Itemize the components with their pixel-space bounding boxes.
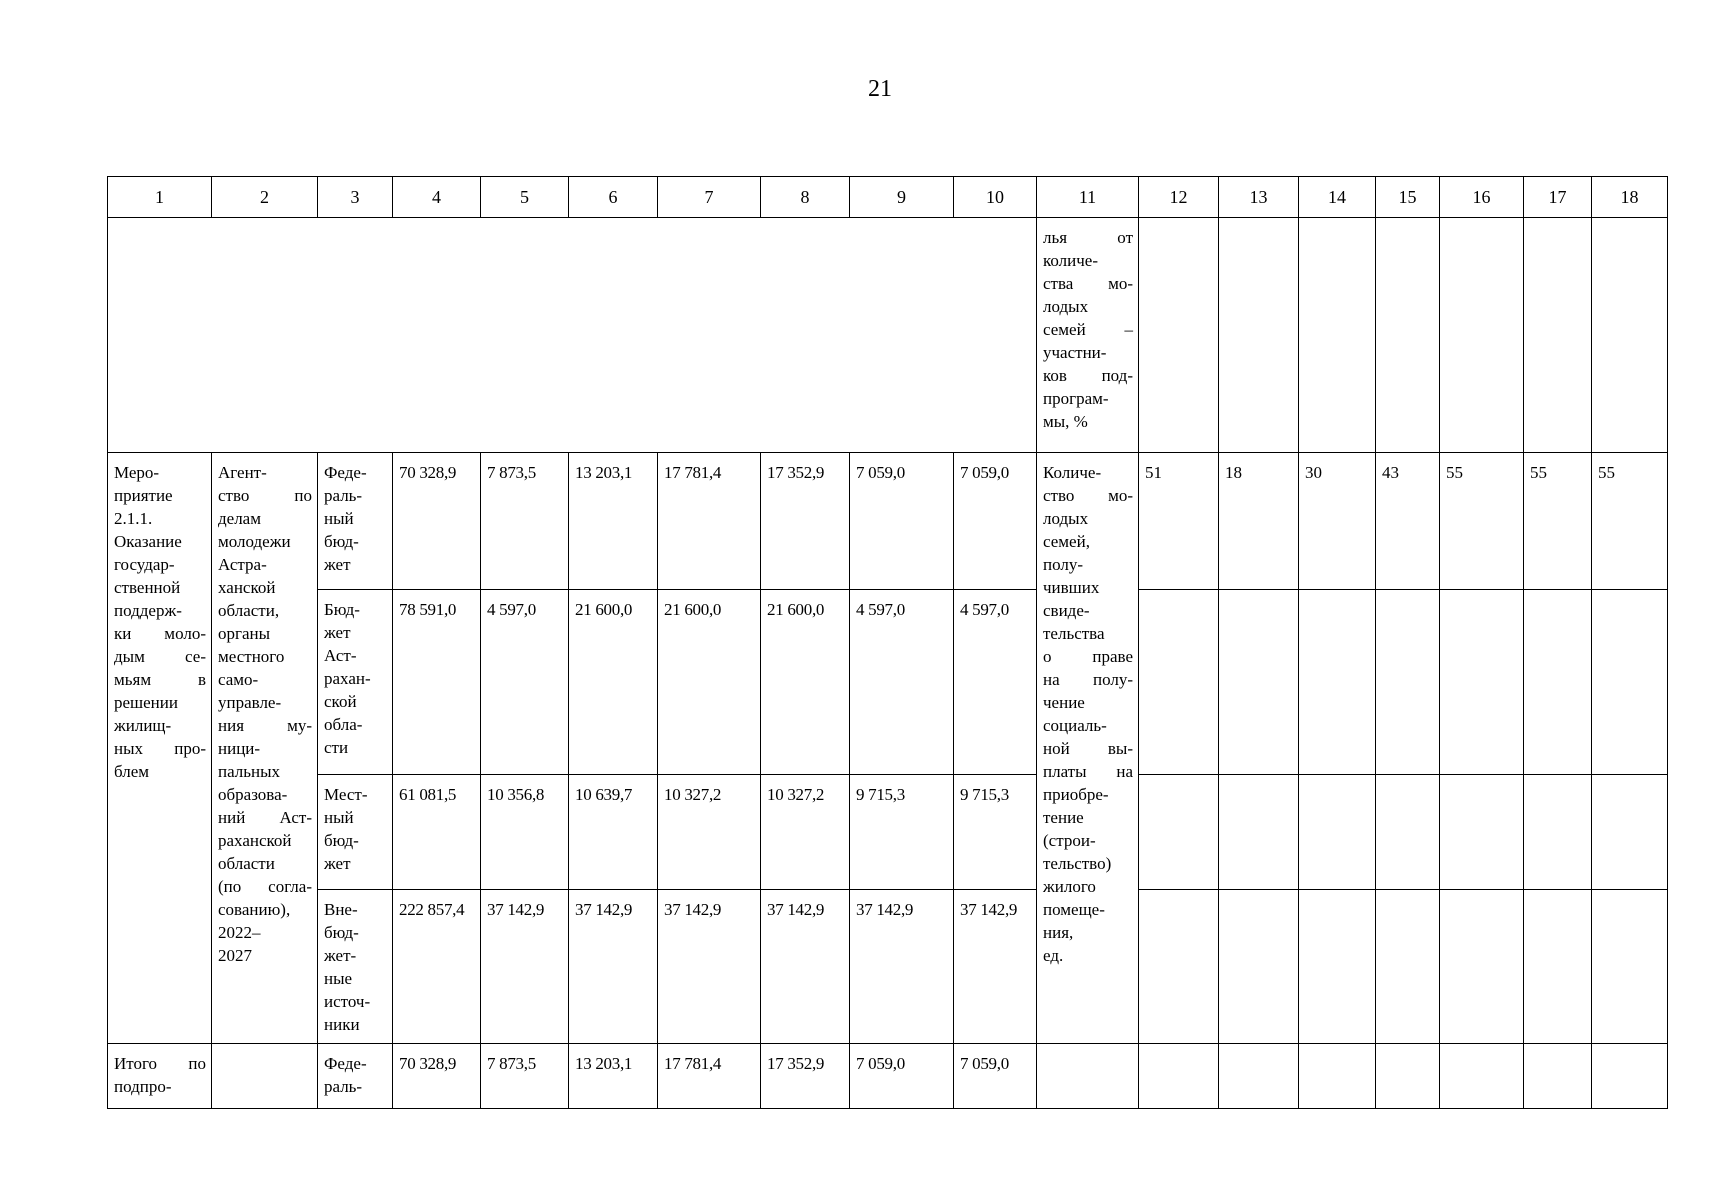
text-line: ные	[324, 969, 353, 988]
text-line: тельство)	[1043, 854, 1112, 873]
empty-cell	[108, 218, 1037, 453]
text-line: сти	[324, 738, 349, 757]
empty-cell	[1376, 1044, 1440, 1109]
text-line: приобре-	[1043, 785, 1109, 804]
empty-cell	[1592, 775, 1668, 890]
col-header: 14	[1299, 177, 1376, 218]
empty-cell	[1299, 1044, 1376, 1109]
value-cell: 78 591,0	[393, 590, 481, 775]
text-line: количе-	[1043, 251, 1099, 270]
text-line: ской	[324, 692, 357, 711]
page-number: 21	[868, 76, 892, 102]
text-line: ство по	[218, 486, 312, 505]
col-header: 8	[761, 177, 850, 218]
text-line: Оказание	[114, 532, 182, 551]
col-header: 15	[1376, 177, 1440, 218]
empty-cell	[1524, 890, 1592, 1044]
text-line: тение	[1043, 808, 1084, 827]
value-cell: 10 639,7	[569, 775, 658, 890]
text-line: сованию),	[218, 900, 291, 919]
text-line: раль-	[324, 1077, 363, 1096]
empty-cell	[1139, 1044, 1219, 1109]
text-line: лодых	[1043, 297, 1089, 316]
text-line: подпро-	[114, 1077, 172, 1096]
text-line: Количе-	[1043, 463, 1102, 482]
value-cell: 10 327,2	[658, 775, 761, 890]
value-cell: 17 781,4	[658, 1044, 761, 1109]
text-line: платы на	[1043, 762, 1133, 781]
text-line: о праве	[1043, 647, 1133, 666]
empty-cell	[1524, 218, 1592, 453]
text-line: бюд-	[324, 923, 359, 942]
text-line: раль-	[324, 486, 363, 505]
text-line: ный	[324, 509, 354, 528]
text-line: ници-	[218, 739, 261, 758]
text-line: ники	[324, 1015, 360, 1034]
text-line: жет-	[324, 946, 357, 965]
text-line: жилого	[1043, 877, 1096, 896]
text-line: ния,	[1043, 923, 1074, 942]
text-line: чивших	[1043, 578, 1100, 597]
text-line: органы	[218, 624, 271, 643]
empty-cell	[1592, 590, 1668, 775]
activity-row-federal	[108, 453, 1668, 590]
activity-row-extrabudgetary	[108, 890, 1668, 1044]
text-line: тельства	[1043, 624, 1105, 643]
value-cell: 7 059,0	[954, 1044, 1037, 1109]
indicator-value-cell: 51	[1139, 453, 1219, 590]
text-line: участни-	[1043, 343, 1107, 362]
empty-cell	[1440, 590, 1524, 775]
text-line: ственной	[114, 578, 181, 597]
empty-cell	[1376, 890, 1440, 1044]
text-line: лья от	[1043, 228, 1133, 247]
text-line: социаль-	[1043, 716, 1107, 735]
col-header: 16	[1440, 177, 1524, 218]
text-line: жилищ-	[114, 716, 172, 735]
text-line: решении	[114, 693, 178, 712]
text-line: области	[218, 854, 275, 873]
text-line: Астра-	[218, 555, 267, 574]
source-label-cell	[318, 890, 393, 1044]
col-header: 9	[850, 177, 954, 218]
text-line: само-	[218, 670, 259, 689]
value-cell: 7 059,0	[954, 453, 1037, 590]
text-line: источ-	[324, 992, 371, 1011]
value-cell: 37 142,9	[954, 890, 1037, 1044]
empty-cell	[1139, 890, 1219, 1044]
text-line: образова-	[218, 785, 288, 804]
text-line: ханской	[218, 578, 276, 597]
text-line: ед.	[1043, 946, 1064, 965]
indicator-value-cell: 55	[1592, 453, 1668, 590]
value-cell: 13 203,1	[569, 1044, 658, 1109]
text-line: местного	[218, 647, 285, 666]
continuation-cell	[1037, 218, 1139, 453]
text-line: дым се-	[114, 647, 206, 666]
col-header: 4	[393, 177, 481, 218]
text-line: лодых	[1043, 509, 1089, 528]
text-line: Аст-	[324, 646, 357, 665]
indicator-value-cell: 55	[1440, 453, 1524, 590]
col-header: 7	[658, 177, 761, 218]
text-line: свиде-	[1043, 601, 1090, 620]
empty-cell	[1376, 218, 1440, 453]
value-cell: 37 142,9	[850, 890, 954, 1044]
total-row	[108, 1044, 1668, 1109]
text-line: помеще-	[1043, 900, 1105, 919]
value-cell: 10 327,2	[761, 775, 850, 890]
text-line: (по согла-	[218, 877, 312, 896]
empty-cell	[1299, 890, 1376, 1044]
text-line: ных про-	[114, 739, 206, 758]
text-line: ство мо-	[1043, 486, 1133, 505]
text-line: полу-	[1043, 555, 1084, 574]
source-label-cell	[318, 453, 393, 590]
empty-cell	[1376, 590, 1440, 775]
value-cell: 4 597,0	[481, 590, 569, 775]
text-line: Итого по	[114, 1054, 206, 1073]
value-cell: 70 328,9	[393, 453, 481, 590]
text-line: бюд-	[324, 532, 359, 551]
text-line: семей –	[1043, 320, 1133, 339]
col-header: 6	[569, 177, 658, 218]
text-line: ства мо-	[1043, 274, 1133, 293]
empty-cell	[1219, 775, 1299, 890]
empty-cell	[1299, 775, 1376, 890]
value-cell: 37 142,9	[481, 890, 569, 1044]
text-line: програм-	[1043, 389, 1109, 408]
value-cell: 222 857,4	[393, 890, 481, 1044]
col-header: 1	[108, 177, 212, 218]
value-cell: 37 142,9	[658, 890, 761, 1044]
total-label-cell	[108, 1044, 212, 1109]
text-line: Вне-	[324, 900, 358, 919]
empty-cell	[212, 1044, 318, 1109]
col-header: 5	[481, 177, 569, 218]
text-line: ния му-	[218, 716, 312, 735]
activity-name-cell	[108, 453, 212, 1044]
text-line: Бюд-	[324, 600, 360, 619]
executor-cell	[212, 453, 318, 1044]
text-line: ний Аст-	[218, 808, 312, 827]
activity-row-regional	[108, 590, 1668, 775]
col-header: 13	[1219, 177, 1299, 218]
empty-cell	[1524, 775, 1592, 890]
empty-cell	[1524, 590, 1592, 775]
text-line: 2027	[218, 946, 252, 965]
program-table	[107, 176, 1668, 1109]
text-line: блем	[114, 762, 150, 781]
empty-cell	[1299, 590, 1376, 775]
empty-cell	[1219, 890, 1299, 1044]
value-cell: 13 203,1	[569, 453, 658, 590]
empty-cell	[1592, 218, 1668, 453]
source-label-cell	[318, 1044, 393, 1109]
value-cell: 21 600,0	[658, 590, 761, 775]
value-cell: 7 059,0	[850, 1044, 954, 1109]
text-line: (строи-	[1043, 831, 1096, 850]
value-cell: 7 873,5	[481, 1044, 569, 1109]
value-cell: 61 081,5	[393, 775, 481, 890]
value-cell: 17 352,9	[761, 453, 850, 590]
indicator-value-cell: 18	[1219, 453, 1299, 590]
value-cell: 9 715,3	[954, 775, 1037, 890]
text-line: 2022–	[218, 923, 261, 942]
text-line: управле-	[218, 693, 282, 712]
text-line: рахан-	[324, 669, 371, 688]
value-cell: 21 600,0	[761, 590, 850, 775]
text-line: области,	[218, 601, 280, 620]
text-line: Феде-	[324, 1054, 367, 1073]
text-line: раханской	[218, 831, 292, 850]
empty-cell	[1376, 775, 1440, 890]
empty-cell	[1219, 1044, 1299, 1109]
col-header: 2	[212, 177, 318, 218]
col-header: 12	[1139, 177, 1219, 218]
col-header: 11	[1037, 177, 1139, 218]
text-line: поддерж-	[114, 601, 182, 620]
text-line: жет	[324, 555, 351, 574]
value-cell: 21 600,0	[569, 590, 658, 775]
empty-cell	[1592, 1044, 1668, 1109]
text-line: ков под-	[1043, 366, 1133, 385]
text-line: Мест-	[324, 785, 368, 804]
value-cell: 7 873,5	[481, 453, 569, 590]
indicator-value-cell: 30	[1299, 453, 1376, 590]
text-line: обла-	[324, 715, 363, 734]
empty-cell	[1139, 775, 1219, 890]
value-cell: 4 597,0	[850, 590, 954, 775]
value-cell: 17 352,9	[761, 1044, 850, 1109]
value-cell: 9 715,3	[850, 775, 954, 890]
value-cell: 70 328,9	[393, 1044, 481, 1109]
continuation-row	[108, 218, 1668, 453]
text-line: чение	[1043, 693, 1085, 712]
text-line: семей,	[1043, 532, 1090, 551]
value-cell: 37 142,9	[761, 890, 850, 1044]
indicator-value-cell: 43	[1376, 453, 1440, 590]
value-cell: 4 597,0	[954, 590, 1037, 775]
text-line: на полу-	[1043, 670, 1133, 689]
empty-cell	[1440, 218, 1524, 453]
empty-cell	[1219, 218, 1299, 453]
text-line: мьям в	[114, 670, 206, 689]
text-line: жет	[324, 854, 351, 873]
indicator-cell	[1037, 453, 1139, 1044]
col-header: 18	[1592, 177, 1668, 218]
text-line: Агент-	[218, 463, 267, 482]
header-row	[108, 177, 1668, 218]
empty-cell	[1524, 1044, 1592, 1109]
empty-cell	[1440, 775, 1524, 890]
text-line: ной вы-	[1043, 739, 1133, 758]
value-cell: 37 142,9	[569, 890, 658, 1044]
empty-cell	[1299, 218, 1376, 453]
value-cell: 10 356,8	[481, 775, 569, 890]
empty-cell	[1037, 1044, 1139, 1109]
col-header: 10	[954, 177, 1037, 218]
text-line: делам	[218, 509, 261, 528]
text-line: Феде-	[324, 463, 367, 482]
empty-cell	[1139, 590, 1219, 775]
col-header: 3	[318, 177, 393, 218]
value-cell: 7 059,0	[850, 453, 954, 590]
value-cell: 17 781,4	[658, 453, 761, 590]
empty-cell	[1139, 218, 1219, 453]
empty-cell	[1440, 1044, 1524, 1109]
text-line: государ-	[114, 555, 175, 574]
text-line: Меро-	[114, 463, 160, 482]
indicator-value-cell: 55	[1524, 453, 1592, 590]
text-line: пальных	[218, 762, 281, 781]
text-line: ки моло-	[114, 624, 206, 643]
source-label-cell	[318, 775, 393, 890]
text-line: приятие	[114, 486, 173, 505]
text-line: жет	[324, 623, 351, 642]
col-header: 17	[1524, 177, 1592, 218]
text-line: 2.1.1.	[114, 509, 153, 528]
source-label-cell	[318, 590, 393, 775]
text-line: бюд-	[324, 831, 359, 850]
text-line: ный	[324, 808, 354, 827]
empty-cell	[1440, 890, 1524, 1044]
empty-cell	[1592, 890, 1668, 1044]
empty-cell	[1219, 590, 1299, 775]
text-line: мы, %	[1043, 412, 1088, 431]
activity-row-local	[108, 775, 1668, 890]
text-line: молодежи	[218, 532, 291, 551]
